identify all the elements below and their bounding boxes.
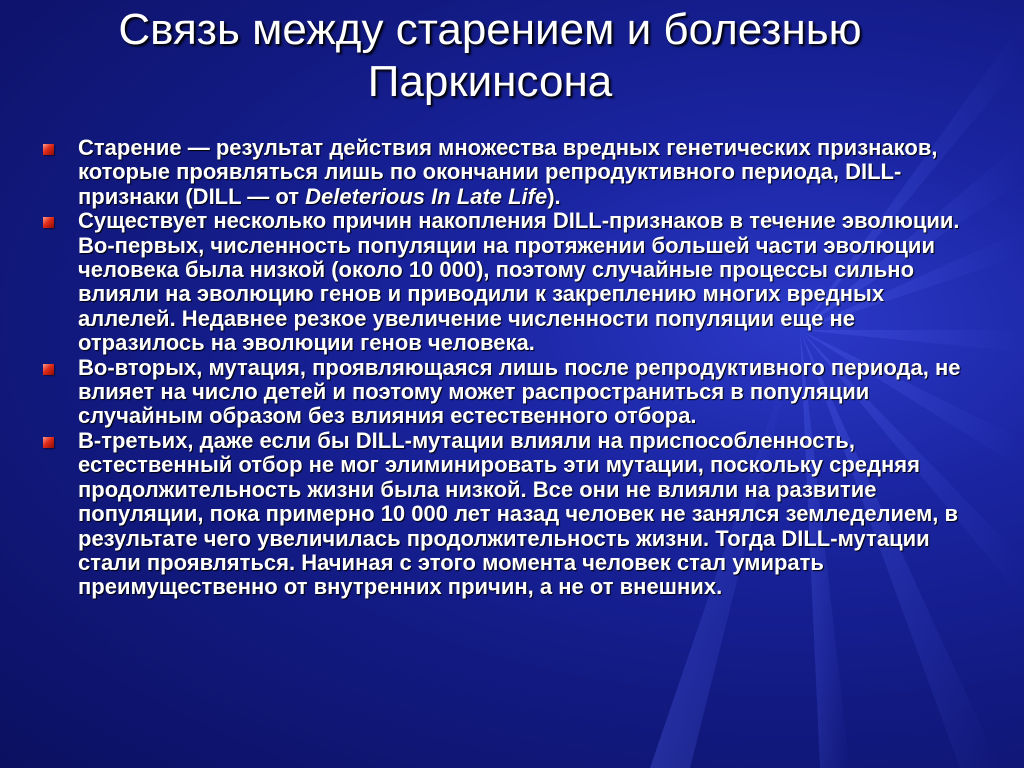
bullet-text: В-третьих, даже если бы DILL-мутации влияли на приспособленность, естественный отбор не мог элиминировать эти мутации, поскольку средняя продолжительность жизни была низкой. Все они не влияли на развитие популяции, пока примерно 10 000 лет назад человек не занялся земледелием, в результате чего увеличилась продолжительность жизни. Тогда DILL-мутации стали проявляться. Начиная с этого момента человек стал умирать преимущественно от внутренних причин, а не от внешних. [78,427,959,600]
bullet-text-italic-term: Deleterious In Late Life [305,183,548,209]
bullet-list [40,136,980,600]
bullet-item-third-reason [40,429,980,600]
red-square-bullet-icon [43,364,54,375]
red-square-bullet-icon [43,217,54,228]
slide-title-line-2: Паркинсона [367,57,613,106]
red-square-bullet-icon [43,144,54,155]
bullet-item-reason-intro [40,209,980,355]
bullet-text [78,136,980,209]
bullet-item-second-reason [40,356,980,429]
bullet-text: Во-вторых, мутация, проявляющаяся лишь после репродуктивного периода, не влияет на число детей и поэтому может распространиться в популяции случайным образом без влияния естественного отбора. [78,354,961,429]
bullet-text-end: ). [547,183,561,209]
bullet-text: Существует несколько причин накопления DILL-признаков в течение эволюции. Во-первых, численность популяции на протяжении большей части эволюции человека была низкой (около 10 000), поэтому случайные процессы сильно влияли на эволюцию генов и приводили к закреплению многих вредных аллелей. Недавнее резкое увеличение численности популяции еще не отразилось на эволюции генов человека. [78,208,960,356]
bullet-text-start: Старение — результат действия множества вредных генетических признаков, которые проявляться лишь по окончании репродуктивного периода, DILL-признаки (DILL — от [78,135,938,209]
bullet-item-dill-definition [40,136,980,209]
slide-title-line-1: Связь между старением и болезнью [118,5,862,54]
slide-title [30,4,950,108]
red-square-bullet-icon [43,437,54,448]
